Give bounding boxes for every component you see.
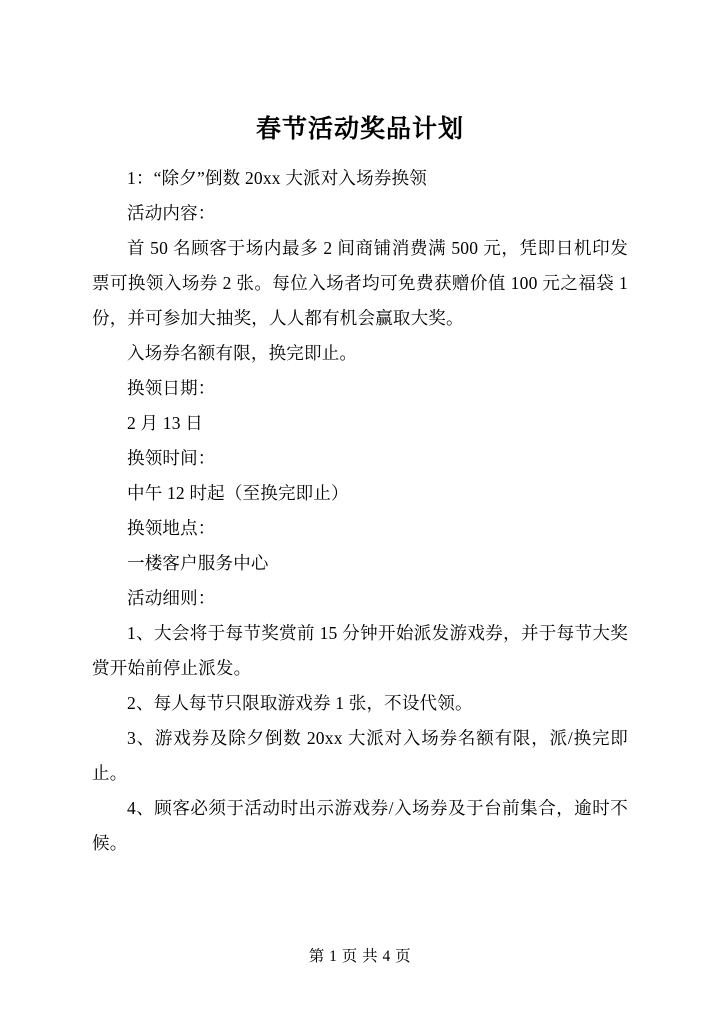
- page-footer: 第 1 页 共 4 页: [308, 948, 412, 965]
- paragraph: 4、顾客必须于活动时出示游戏券/入场券及于台前集合，逾时不候。: [92, 798, 628, 853]
- paragraph: 2、每人每节只限取游戏券 1 张，不设代领。: [127, 693, 473, 713]
- paragraph: 入场券名额有限，换完即止。: [127, 343, 358, 363]
- paragraph: 1、大会将于每节奖赏前 15 分钟开始派发游戏券，并于每节大奖赏开始前停止派发。: [92, 623, 628, 678]
- paragraph: 换领日期：: [127, 378, 216, 398]
- paragraph: 换领地点：: [127, 518, 216, 538]
- paragraph: 活动细则：: [127, 588, 216, 608]
- paragraph: 3、游戏券及除夕倒数 20xx 大派对入场券名额有限，派/换完即止。: [92, 728, 628, 783]
- paragraph: 一楼客户服务中心: [127, 553, 269, 573]
- paragraph: 2 月 13 日: [127, 413, 203, 433]
- paragraph: 活动内容：: [127, 203, 216, 223]
- paragraph: 中午 12 时起（至换完即止）: [127, 483, 349, 503]
- paragraph: 换领时间：: [127, 448, 216, 468]
- paragraph: 首 50 名顾客于场内最多 2 间商铺消费满 500 元，凭即日机印发票可换领入场券 2 张。每位入场者均可免费获赠价值 100 元之福袋 1 份，并可参加大抽奖，人人都有机会赢取大奖。: [92, 238, 628, 328]
- page-title: 春节活动奖品计划: [255, 116, 464, 143]
- paragraph: 1：“除夕”倒数 20xx 大派对入场券换领: [127, 168, 427, 188]
